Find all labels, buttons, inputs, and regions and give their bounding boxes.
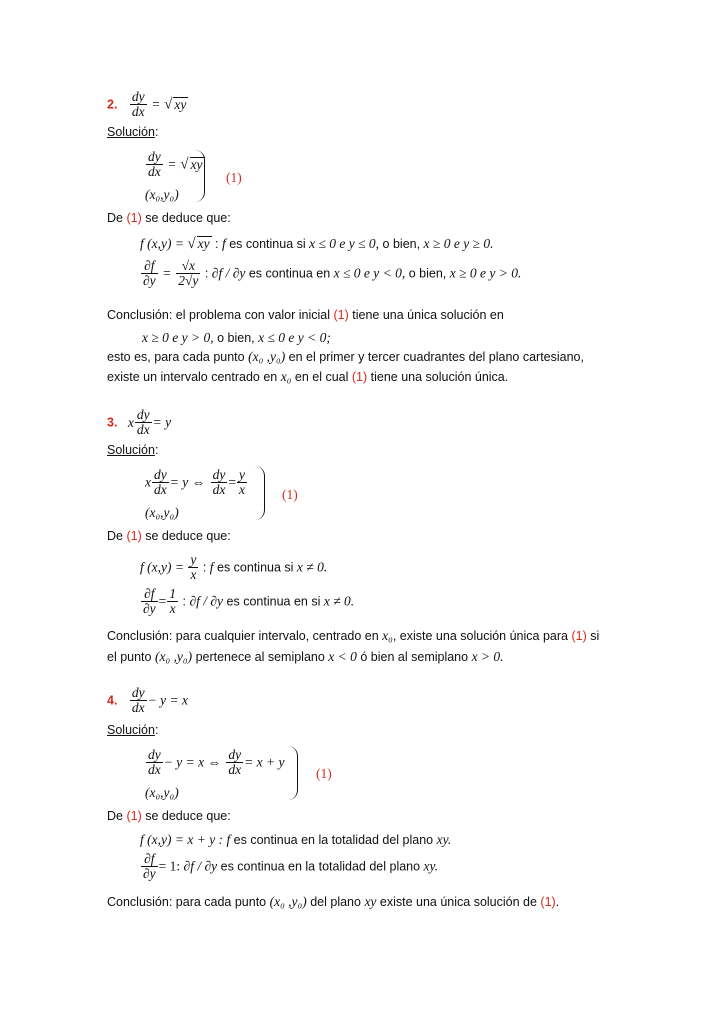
continuity-f-line: f (x,y) = $\frac{y}{x}$ : f es continua si x ≠ 0. xyxy=(140,552,328,582)
system-brace xyxy=(194,150,205,202)
solution-label: Solución: xyxy=(107,723,159,737)
partial-fraction: $\frac{\partial f}{\partial y}$ xyxy=(143,258,156,288)
deduction-intro: De (1) se deduce que: xyxy=(107,211,231,225)
derivative-fraction: $\frac{dy}{dx}$ xyxy=(136,407,150,437)
equation-tag: (1) xyxy=(226,170,242,185)
partial-fraction: $\frac{\partial f}{\partial y}$ xyxy=(143,586,156,616)
problem-3-system-equation: x $\frac{dy}{dx}$ = y ⇔ $\frac{dy}{dx}$ = $\frac{y}{x}$ xyxy=(145,467,245,497)
derivative-fraction: $\frac{dy}{dx}$ xyxy=(228,747,242,777)
system-brace xyxy=(287,746,298,800)
partial-value-fraction: $\frac{√x}{2√y}$ xyxy=(178,258,199,288)
conclusion-line-1: Conclusión: el problema con valor inicial (1) tiene una única solución en xyxy=(107,308,504,322)
solution-label: Solución: xyxy=(107,443,159,457)
system-brace xyxy=(254,466,265,520)
derivative-fraction: $\frac{dy}{dx}$ xyxy=(148,149,161,179)
deduction-intro: De (1) se deduce que: xyxy=(107,809,231,823)
problem-2-statement: 2. $\frac{dy}{dx}$ = √ xy xyxy=(107,89,187,119)
continuity-partial-line: $\frac{\partial f}{\partial y}$ = $\frac{1}{x}$ : ∂f / ∂y es continua en si x ≠ 0. xyxy=(143,586,355,616)
continuity-partial-line: $\frac{\partial f}{\partial y}$ = $\frac{√x}{2√y}$ : ∂f / ∂y es continua en x ≤ 0 e y < 0, o bien, x ≥ 0 e y > 0. xyxy=(143,258,522,288)
equals-sign: = xyxy=(152,96,160,112)
derivative-fraction: $\frac{dy}{dx}$ xyxy=(212,467,226,497)
problem-number: 2. xyxy=(107,97,118,112)
initial-point: (x₀,y₀) xyxy=(145,187,179,202)
initial-point: (x₀,y₀) xyxy=(145,505,179,520)
partial-fraction: $\frac{\partial f}{\partial y}$ xyxy=(143,851,156,881)
problem-2-system-equation: $\frac{dy}{dx}$ = √ xy xyxy=(148,149,203,179)
derivative-fraction: $\frac{dy}{dx}$ xyxy=(154,467,167,497)
conclusion-line-4: existe un intervalo centrado en x₀ en el cual (1) tiene una solución única. xyxy=(107,369,509,384)
problem-3-statement: 3. x $\frac{dy}{dx}$ = y xyxy=(107,407,172,437)
derivative-fraction: $\frac{dy}{dx}$ xyxy=(148,747,161,777)
derivative-fraction: $\frac{dy}{dx}$ xyxy=(131,89,145,119)
conclusion-line-2: el punto (x₀ ,y₀) pertenece al semiplano x < 0 ó bien al semiplano x > 0. xyxy=(107,649,504,664)
problem-number: 3. xyxy=(107,415,118,430)
continuity-partial-line: $\frac{\partial f}{\partial y}$ = 1: ∂f / ∂y es continua en la totalidad del plano xy. xyxy=(143,851,439,881)
problem-4-system-equation: $\frac{dy}{dx}$ − y = x ⇔ $\frac{dy}{dx}$ = x + y xyxy=(148,747,285,777)
conclusion-line-1: Conclusión: para cualquier intervalo, centrado en x₀, existe una solución única para (1) si xyxy=(107,628,600,643)
sqrt-argument: xy xyxy=(174,96,187,112)
conclusion-line-1: Conclusión: para cada punto (x₀ ,y₀) del plano xy existe una única solución de (1). xyxy=(107,894,560,909)
partial-value-fraction: $\frac{1}{x}$ xyxy=(169,586,177,616)
solution-label: Solución: xyxy=(107,125,159,139)
equation-tag: (1) xyxy=(282,487,298,502)
continuity-f-line: f (x,y) = x + y : f es continua en la totalidad del plano xy. xyxy=(140,832,452,847)
problem-4-statement: 4. $\frac{dy}{dx}$ − y = x xyxy=(107,685,188,715)
continuity-f-line: f (x,y) = √ xy : f es continua si x ≤ 0 e y ≤ 0, o bien, x ≥ 0 e y ≥ 0. xyxy=(140,236,494,252)
problem-number: 4. xyxy=(107,693,118,708)
ratio-fraction: $\frac{y}{x}$ xyxy=(238,467,245,497)
derivative-fraction: $\frac{dy}{dx}$ xyxy=(131,685,145,715)
equation-tag: (1) xyxy=(316,766,332,781)
conclusion-line-3: esto es, para cada punto (x₀ ,y₀) en el primer y tercer cuadrantes del plano cartesiano, xyxy=(107,349,584,364)
deduction-intro: De (1) se deduce que: xyxy=(107,529,231,543)
ratio-fraction: $\frac{y}{x}$ xyxy=(190,552,197,582)
initial-point: (x₀,y₀) xyxy=(145,785,179,800)
conclusion-line-2: x ≥ 0 e y > 0, o bien, x ≤ 0 e y < 0; xyxy=(142,330,331,345)
